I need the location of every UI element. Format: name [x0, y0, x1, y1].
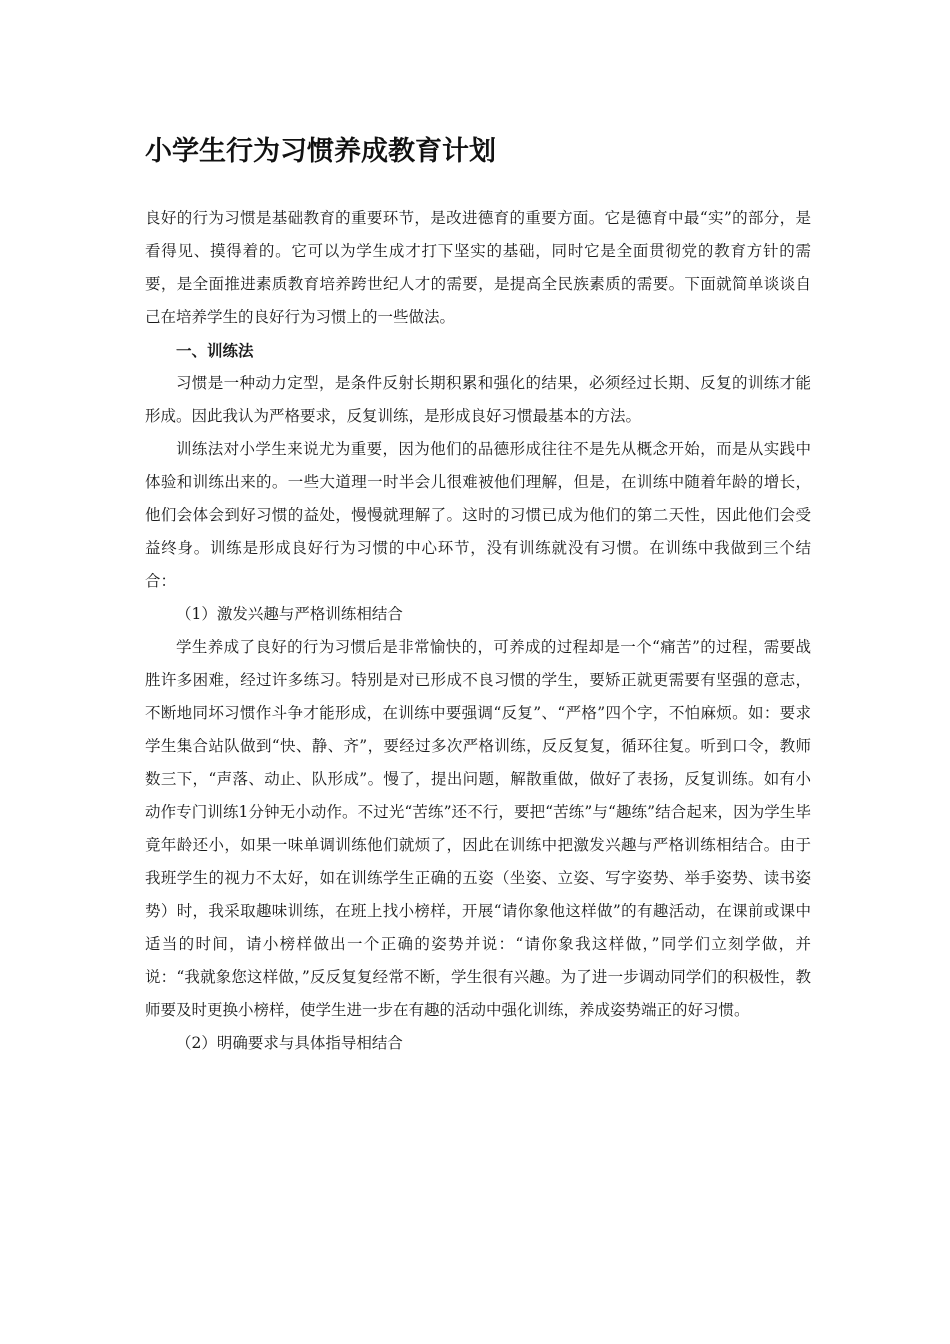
subsection-heading-2: （2）明确要求与具体指导相结合 — [176, 1034, 403, 1052]
training-paragraph-2: 训练法对小学生来说尤为重要，因为他们的品德形成往往不是先从概念开始，而是从实践中体验和训练出来的。一些大道理一时半会儿很难被他们理解，但是，在训练中随着年龄的增长，他们会体会到好习惯的益处，慢慢就理解了。这时的习惯已成为他们的第二天性，因此他们会受益终身。训练是形成良好行为习惯的中心环节，没有训练就没有习惯。在训练中我做到三个结合： — [145, 440, 811, 590]
intro-paragraph: 良好的行为习惯是基础教育的重要环节，是改进德育的重要方面。它是德育中最“实”的部分，是看得见、摸得着的。它可以为学生成才打下坚实的基础，同时它是全面贯彻党的教育方针的需要，是全面推进素质教育培养跨世纪人才的需要，是提高全民族素质的需要。下面就简单谈谈自己在培养学生的良好行为习惯上的一些做法。 — [145, 209, 811, 326]
section-heading-training: 一、训练法 — [176, 341, 254, 360]
subsection-1-paragraph: 学生养成了良好的行为习惯后是非常愉快的，可养成的过程却是一个“痛苦”的过程，需要战胜许多困难，经过许多练习。特别是对已形成不良习惯的学生，要矫正就更需要有坚强的意志，不断地同坏习惯作斗争才能形成，在训练中要强调“反复”、“严格”四个字，不怕麻烦。如：要求学生集合站队做到“快、静、齐”，要经过多次严格训练，反反复复，循环往复。听到口令，教师数三下，“声落、动止、队形成”。慢了，提出问题，解散重做，做好了表扬，反复训练。如有小动作专门训练1分钟无小动作。不过光“苦练”还不行，要把“苦练”与“趣练”结合起来，因为学生毕竟年龄还小，如果一味单调训练他们就烦了，因此在训练中把激发兴趣与严格训练相结合。由于我班学生的视力不太好，如在训练学生正确的五姿（坐姿、立姿、写字姿势、举手姿势、读书姿势）时，我采取趣味训练，在班上找小榜样，开展“请你象他这样做”的有趣活动，在课前或课中适当的时间，请小榜样做出一个正确的姿势并说：“请你象我这样做，”同学们立刻学做，并说：“我就象您这样做，”反反复复经常不断，学生很有兴趣。为了进一步调动同学们的积极性，教师要及时更换小榜样，使学生进一步在有趣的活动中强化训练，养成姿势端正的好习惯。 — [145, 638, 811, 1019]
document-title: 小学生行为习惯养成教育计划 — [145, 136, 496, 167]
document-body — [145, 202, 811, 1060]
training-paragraph-1: 习惯是一种动力定型，是条件反射长期积累和强化的结果，必须经过长期、反复的训练才能形成。因此我认为严格要求，反复训练，是形成良好习惯最基本的方法。 — [145, 374, 811, 425]
subsection-heading-1: （1）激发兴趣与严格训练相结合 — [176, 605, 403, 623]
